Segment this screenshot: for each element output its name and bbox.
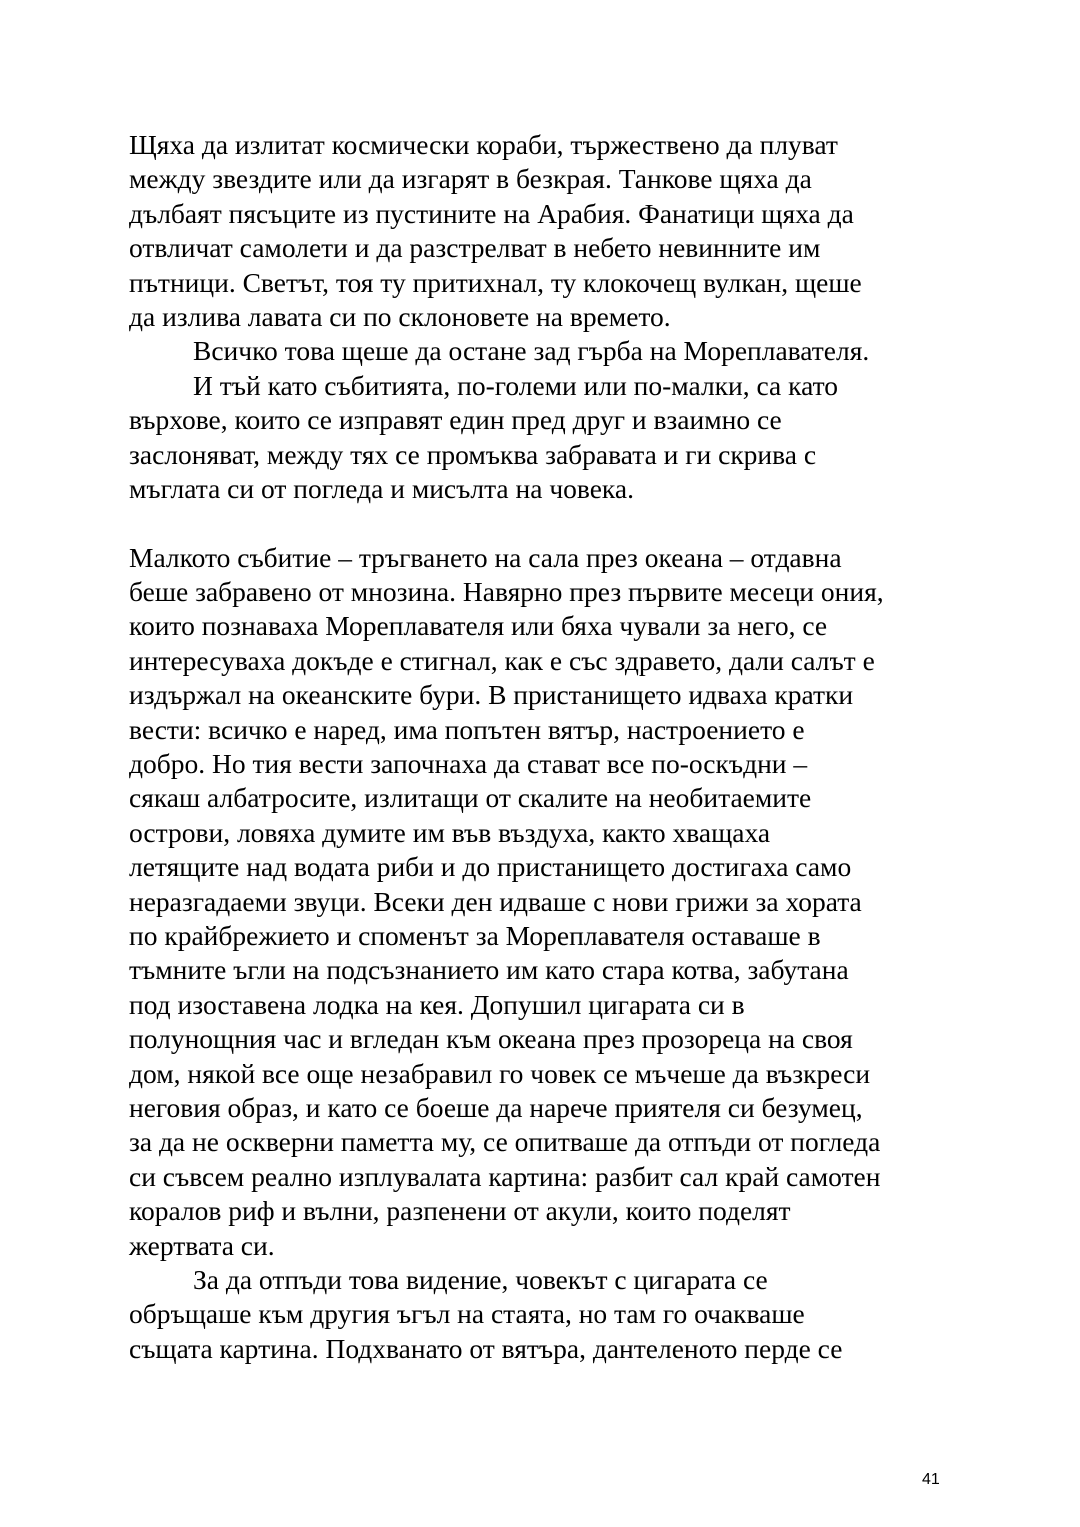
text-line: полунощния час и вгледан към океана през прозореца на своя bbox=[129, 1023, 853, 1055]
text-line: си съвсем реално изплувалата картина: разбит сал край самотен bbox=[129, 1160, 881, 1192]
text-line: Всичко това щеше да остане зад гърба на Мореплавателя. bbox=[193, 335, 870, 367]
text-line: неразгадаеми звуци. Всеки ден идваше с нови грижи за хората bbox=[129, 885, 862, 917]
text-line: за да не оскверни паметта му, се опитваше да отпъди от погледа bbox=[129, 1126, 881, 1158]
body-text bbox=[129, 128, 959, 1366]
text-line: мъглата си от погледа и мисълта на човека. bbox=[129, 472, 634, 504]
text-line: сякаш албатросите, излитащи от скалите на необитаемите bbox=[129, 782, 812, 814]
text-line: дълбаят пясъците из пустините на Арабия. Фанатици щяха да bbox=[129, 197, 854, 229]
text-line: Щяха да излитат космически кораби, тържествено да плуват bbox=[129, 129, 838, 160]
text-line: отвличат самолети и да разстрелват в небето невинните им bbox=[129, 232, 821, 264]
text-line: неговия образ, и като се боеше да нарече приятеля си безумец, bbox=[129, 1091, 863, 1123]
text-line: И тъй като събитията, по-големи или по-малки, са като bbox=[193, 369, 838, 401]
text-line: дом, някой все още незабравил го човек се мъчеше да възкреси bbox=[129, 1057, 871, 1089]
text-line: интересуваха докъде е стигнал, как е със здравето, дали салът е bbox=[129, 644, 875, 676]
text-line: добро. Но тия вести започнаха да стават все по-оскъдни – bbox=[129, 748, 808, 780]
text-line: За да отпъди това видение, човекът с цигарата се bbox=[193, 1263, 768, 1295]
text-line: беше забравено от мнозина. Навярно през първите месеци ония, bbox=[129, 576, 884, 608]
text-line: заслоняват, между тях се промъква забравата и ги скрива с bbox=[129, 438, 817, 470]
text-line: под изоставена лодка на кея. Допушил цигарата си в bbox=[129, 988, 745, 1020]
text-line: издържал на океанските бури. В пристанището идваха кратки bbox=[129, 679, 854, 711]
text-line: които познаваха Мореплавателя или бяха чували за него, се bbox=[129, 610, 828, 642]
text-line: върхове, които се изправят един пред друг и взаимно се bbox=[129, 404, 782, 436]
text-line: пътници. Светът, тоя ту притихнал, ту клокочещ вулкан, щеше bbox=[129, 266, 862, 298]
text-line: да излива лавата си по склоновете на времето. bbox=[129, 300, 671, 332]
text-line: летящите над водата риби и до пристанището достигаха само bbox=[129, 851, 852, 883]
text-line: острови, ловяха думите им във въздуха, както хващаха bbox=[129, 816, 771, 848]
paragraph-gap bbox=[129, 506, 959, 540]
text-line: Малкото събитие – тръгването на сала през океана – отдавна bbox=[129, 541, 842, 573]
page-number: 41 bbox=[922, 1471, 940, 1488]
text-line: между звездите или да изгарят в безкрая. Танкове щяха да bbox=[129, 163, 812, 195]
text-line: вести: всичко е наред, има попътен вятър, настроението е bbox=[129, 713, 805, 745]
text-line: обръщаше към другия ъгъл на стаята, но там го очакваше bbox=[129, 1298, 805, 1330]
text-line: същата картина. Подхванато от вятъра, дантеленото перде се bbox=[129, 1332, 843, 1364]
text-line: жертвата си. bbox=[129, 1229, 275, 1261]
text-line: тъмните ъгли на подсъзнанието им като стара котва, забутана bbox=[129, 954, 849, 986]
text-line: по крайбрежието и споменът за Мореплавателя оставаше в bbox=[129, 919, 821, 951]
text-line: коралов риф и вълни, разпенени от акули, които поделят bbox=[129, 1195, 791, 1227]
